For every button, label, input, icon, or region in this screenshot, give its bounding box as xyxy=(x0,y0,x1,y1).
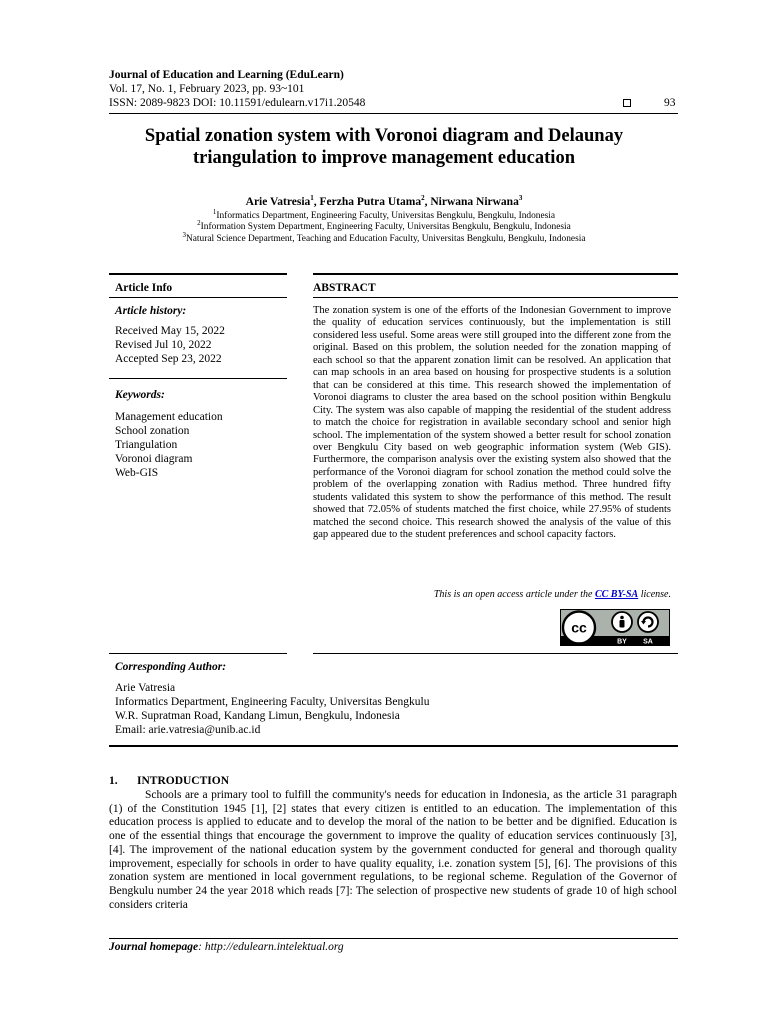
article-info-heading: Article Info xyxy=(115,282,173,294)
volume-info: Vol. 17, No. 1, February 2023, pp. 93~101 xyxy=(109,83,305,95)
affiliation xyxy=(100,207,668,221)
keyword: Voronoi diagram xyxy=(115,453,193,465)
issn-doi: ISSN: 2089-9823 DOI: 10.11591/edulearn.v17i1.20548 xyxy=(109,97,366,109)
affiliation-sup: 2 xyxy=(197,218,201,227)
abstract-text: The zonation system is one of the efforts of the Indonesian Government to improve the quality of education services continuously, but the implementation is still considered less useful. Some areas were still grouped into the different zone from the original. Based on this problem, the solution needed for the zonation mapping of each school so that the apparent zonation limit can be resolved. An application that can map schools in an area based on housing for prospective students is a solution that can be considered at this time. This research showed the implementation of Voronoi diagrams to cluster the area based on the school position within Bengkulu City. The system was also capable of mapping the residential of the student address to match the choice for registration in available secondary school and senior high school. The implementation of the system showed a better result for school zonation over Bengkulu City based on web geographic information system (Web GIS). Furthermore, the comparison analysis over the existing system also showed that the performance of the Voronoi diagram for school zonation the method could solve the problem of the overlapping zonation with Radius method. Three hundred fifty students validated this system to show the performance of this method. The result showed that 72.05% of students matched the first choice, while 27.95% of students matched the second choice. This research showed the analysis of the value of this gap appeared due to the student preferences and school capacity factors. xyxy=(313,305,671,541)
author-name: Nirwana Nirwana xyxy=(430,196,519,208)
author-list: Arie Vatresia$^1$, Ferzha Putra Utama$^2$, Nirwana Nirwana$^3$ xyxy=(245,194,523,208)
author-sup: 2 xyxy=(421,194,425,203)
page-number: 93 xyxy=(664,97,676,109)
homepage-label: Journal homepage xyxy=(109,941,199,953)
abstract-bottom-rule xyxy=(313,653,678,654)
corresponding-email: Email: arie.vatresia@unib.ac.id xyxy=(115,724,261,736)
corresponding-dept: Informatics Department, Engineering Faculty, Universitas Bengkulu xyxy=(115,696,430,708)
affiliation-sup: 1 xyxy=(212,207,217,216)
abstract-sub-rule xyxy=(313,297,678,298)
accepted-date: Accepted Sep 23, 2022 xyxy=(115,353,222,365)
info-top-rule xyxy=(109,273,287,275)
info-sub-rule xyxy=(109,297,287,298)
sa-label: SA xyxy=(643,638,653,646)
received-date: Received May 15, 2022 xyxy=(115,325,225,337)
square-icon xyxy=(623,99,631,107)
keyword: Triangulation xyxy=(115,439,178,451)
header-rule xyxy=(109,113,678,114)
introduction-text: Schools are a primary tool to fulfill the community's needs for education in Indonesia, as the article 31 paragraph (1) of the Constitution 1945 [1], [2] states that every citizen is entitled to an education. The implementation of this education process is applied to educate and to develop the moral of the nation to be better and be dignified. Education is one of the essential things that encourage the government to improve the quality of education services continuously [3], [4]. The improvement of the national education system by the government conducted for general and thorough quality improvement, especially for schools in order to have quality equality, i.e. zonation system [5], [6]. The provisions of this zonation system are mentioned in local government regulations, to be regional scheme. Regulation of the Governor of Bengkulu number 24 the year 2018 which reads [7]: The selection of prospective new students of grade 10 of high school considers criteria xyxy=(109,789,677,911)
paper-title xyxy=(100,125,668,169)
abstract-top-rule xyxy=(313,273,678,275)
by-label: BY xyxy=(617,638,627,646)
license-prefix: This is an open access article under the xyxy=(433,589,595,600)
journal-name: Journal of Education and Learning (EduLearn) xyxy=(109,69,344,81)
keyword: Management education xyxy=(115,411,223,423)
homepage-url[interactable]: http://edulearn.intelektual.org xyxy=(204,941,344,953)
info-bottom-rule xyxy=(109,653,287,654)
cc-text: cc xyxy=(571,619,587,636)
author-name: Arie Vatresia xyxy=(245,196,311,208)
author-sup: 3 xyxy=(518,194,523,203)
info-divider xyxy=(109,378,287,379)
section-number: 1. xyxy=(109,775,118,787)
license-statement xyxy=(313,589,671,600)
author-name: Ferzha Putra Utama xyxy=(319,196,422,208)
title-line-2: triangulation to improve management education xyxy=(193,148,575,168)
affiliation-sup: 3 xyxy=(182,230,186,239)
journal-homepage: Journal homepage: http://edulearn.intelektual.org xyxy=(109,941,344,953)
corresponding-name: Arie Vatresia xyxy=(115,682,176,694)
corresponding-author-label: Corresponding Author: xyxy=(115,661,227,673)
corresponding-address: W.R. Supratman Road, Kandang Limun, Bengkulu, Indonesia xyxy=(115,710,400,722)
cc-by-sa-badge-icon[interactable] xyxy=(560,609,670,646)
corresponding-bottom-rule xyxy=(109,745,678,747)
footer-rule xyxy=(109,938,678,939)
section-heading xyxy=(109,775,229,787)
license-suffix: license. xyxy=(638,589,671,600)
keyword: School zonation xyxy=(115,425,190,437)
section-title: INTRODUCTION xyxy=(137,775,230,787)
affiliation-text: Natural Science Department, Teaching and Education Faculty, Universitas Bengkulu, Bengkulu, Indonesia xyxy=(186,234,586,244)
affiliation-text: Informatics Department, Engineering Faculty, Universitas Bengkulu, Bengkulu, Indonesia xyxy=(216,211,556,221)
cc-by-sa-link[interactable]: CC BY-SA xyxy=(594,589,639,600)
article-history-label: Article history: xyxy=(115,305,187,317)
title-line-1: Spatial zonation system with Voronoi diagram and Delaunay xyxy=(144,126,624,146)
abstract-heading: ABSTRACT xyxy=(313,282,376,294)
author-sup: 1 xyxy=(310,194,314,203)
affiliation xyxy=(100,230,668,244)
keyword: Web-GIS xyxy=(115,467,159,479)
revised-date: Revised Jul 10, 2022 xyxy=(115,339,212,351)
keywords-label: Keywords: xyxy=(115,389,165,401)
affiliation-text: Information System Department, Engineering Faculty, Universitas Bengkulu, Bengkulu, Indonesia xyxy=(200,222,571,232)
